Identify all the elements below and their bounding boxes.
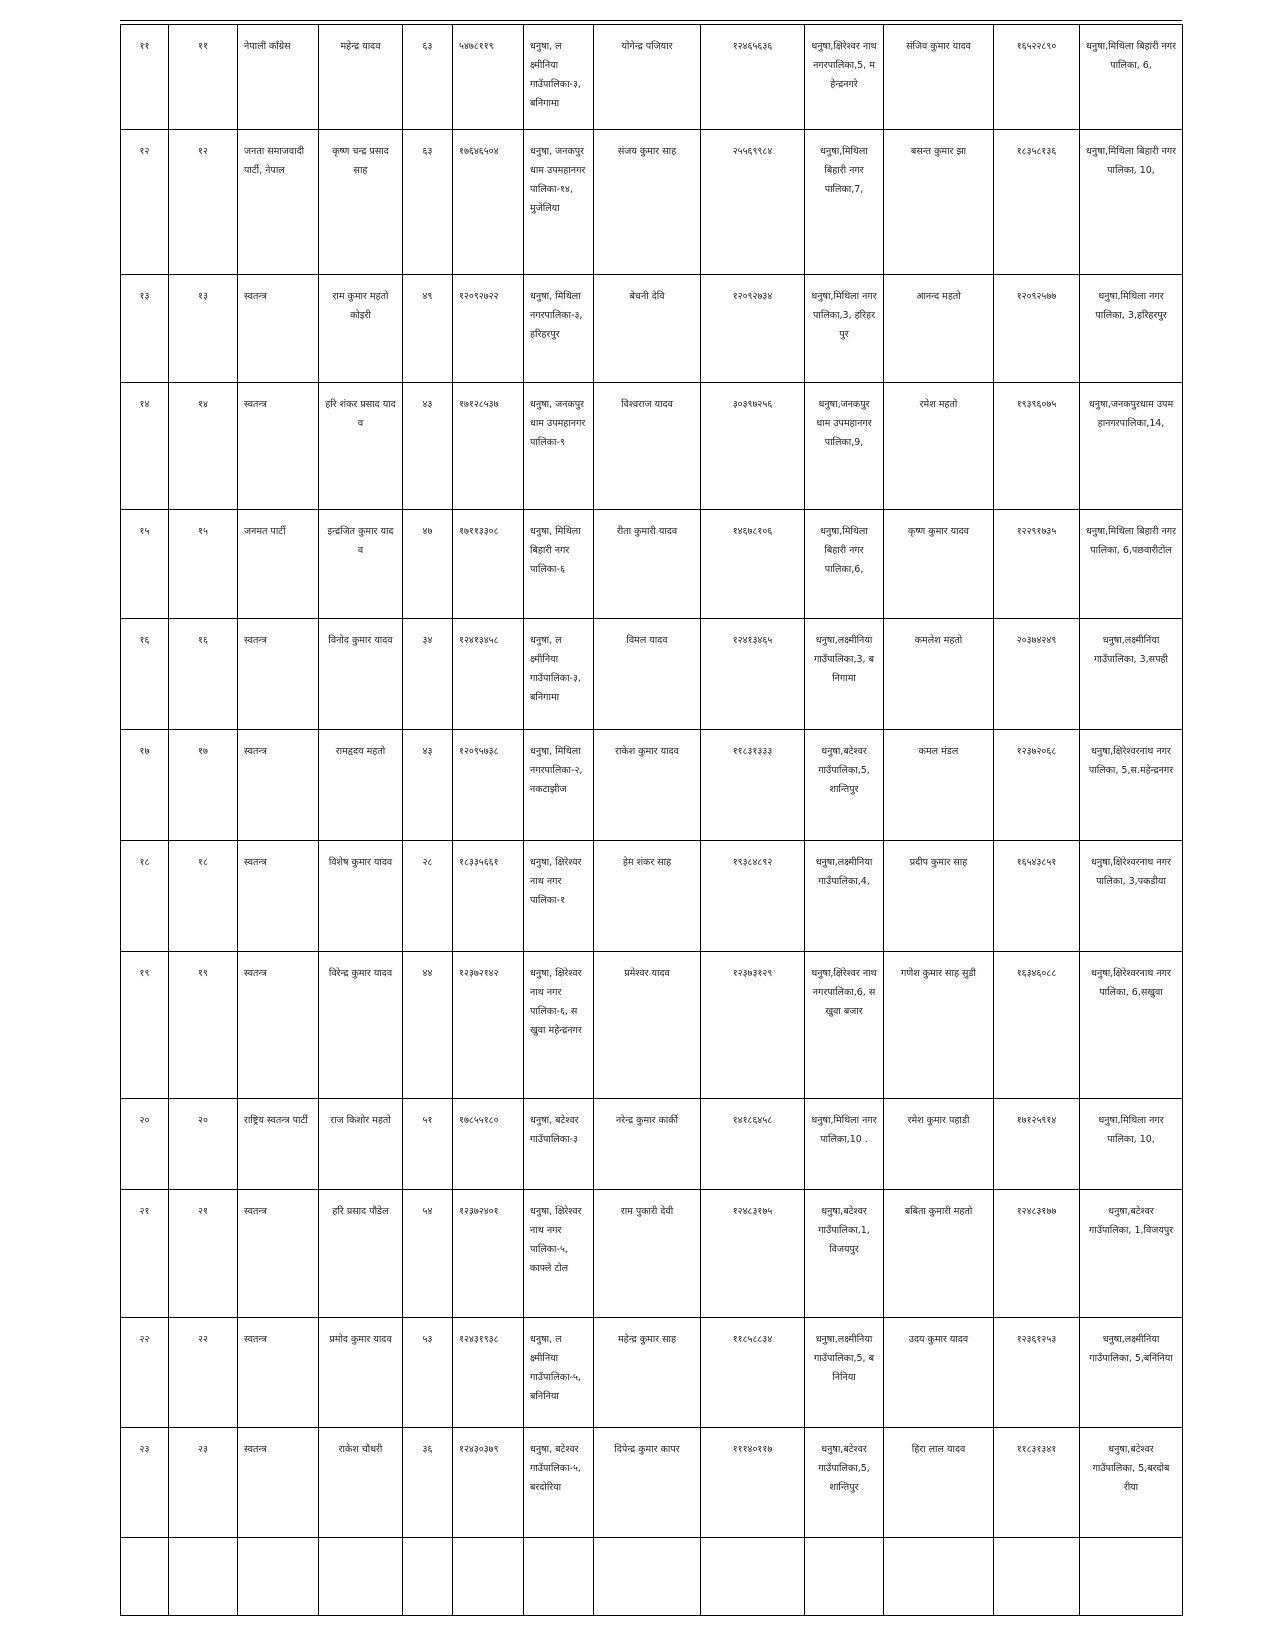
seconder-name: हिरा लाल यादव bbox=[884, 1428, 994, 1538]
proposer-name: विमल यादव bbox=[594, 619, 701, 730]
candidate-number: २२ bbox=[169, 1318, 238, 1428]
proposer-id: १२०९२७३४ bbox=[701, 275, 805, 383]
candidate-age: ४३ bbox=[403, 730, 453, 841]
candidate-id: ५४७८११९ bbox=[453, 25, 524, 130]
seconder-address: धनुषा,मिथिला बिहारी नगरपालिका, 10, bbox=[1080, 130, 1183, 275]
candidate-id: १२०९५७३८ bbox=[453, 730, 524, 841]
candidate-name: हरि प्रसाद पौडेल bbox=[319, 1190, 403, 1318]
serial-number: १७ bbox=[121, 730, 169, 841]
candidate-name: प्रमोद कुमार यादव bbox=[319, 1318, 403, 1428]
candidate-age: ५४ bbox=[403, 1190, 453, 1318]
proposer-id: १२४१३४६५ bbox=[701, 619, 805, 730]
candidate-number: १३ bbox=[169, 275, 238, 383]
table-row bbox=[121, 130, 1183, 275]
party-name: स्वतन्त्र bbox=[238, 1318, 319, 1428]
blank-cell bbox=[238, 1538, 319, 1616]
proposer-name: महेन्द्र कुमार साह bbox=[594, 1318, 701, 1428]
candidate-id: १७१२८५३७ bbox=[453, 383, 524, 510]
seconder-name: बबिता कुमारी महतो bbox=[884, 1190, 994, 1318]
table-row bbox=[121, 383, 1183, 510]
serial-number: २० bbox=[121, 1099, 169, 1190]
serial-number: २३ bbox=[121, 1428, 169, 1538]
seconder-id: १२०९२५७७ bbox=[994, 275, 1080, 383]
party-name: स्वतन्त्र bbox=[238, 730, 319, 841]
candidate-age: ६३ bbox=[403, 25, 453, 130]
proposer-id: ११८३१३३३ bbox=[701, 730, 805, 841]
blank-cell bbox=[169, 1538, 238, 1616]
party-name: स्वतन्त्र bbox=[238, 952, 319, 1099]
seconder-address: धनुषा,क्षिरेश्वरनाथ नगरपालिका, 3,पकडीया bbox=[1080, 841, 1183, 952]
candidate-age: ३६ bbox=[403, 1428, 453, 1538]
serial-number: १५ bbox=[121, 510, 169, 619]
candidate-table-sheet bbox=[120, 24, 1182, 1614]
candidate-number: २३ bbox=[169, 1428, 238, 1538]
proposer-id: ११८५८८३४ bbox=[701, 1318, 805, 1428]
proposer-name: हेम शंकर साह bbox=[594, 841, 701, 952]
proposer-name: राकेश कुमार यादव bbox=[594, 730, 701, 841]
party-name: स्वतन्त्र bbox=[238, 1190, 319, 1318]
candidate-address: धनुषा, क्षिरेश्वरनाथ नगरपालिका-६, सखुवा महेन्द्रनगर bbox=[524, 952, 594, 1099]
seconder-address: धनुषा,क्षिरेश्वरनाथ नगरपालिका, 6,सखुवा bbox=[1080, 952, 1183, 1099]
candidate-name: कृष्ण चन्द्र प्रसाद साह bbox=[319, 130, 403, 275]
proposer-id: १११४०११७ bbox=[701, 1428, 805, 1538]
proposer-name: विश्वराज यादव bbox=[594, 383, 701, 510]
candidate-name: राकेश चौधरी bbox=[319, 1428, 403, 1538]
blank-cell bbox=[701, 1538, 805, 1616]
serial-number: २२ bbox=[121, 1318, 169, 1428]
blank-cell bbox=[453, 1538, 524, 1616]
proposer-address: धनुषा,क्षिरेश्वर नाथ नगरपालिका,5, महेन्द्रनगरे bbox=[805, 25, 884, 130]
proposer-id: १२४६५६३६ bbox=[701, 25, 805, 130]
serial-number: १२ bbox=[121, 130, 169, 275]
candidate-name: राज किशोर महतो bbox=[319, 1099, 403, 1190]
seconder-address: धनुषा,बटेश्वर गाउँपालिका, 5,बरदोबरीया bbox=[1080, 1428, 1183, 1538]
candidate-age: ४३ bbox=[403, 383, 453, 510]
candidate-age: ४७ bbox=[403, 510, 453, 619]
proposer-address: धनुषा,बटेश्वर गाउँपालिका,5, शान्तिपुर bbox=[805, 730, 884, 841]
candidate-name: विरेन्द्र कुमार यादव bbox=[319, 952, 403, 1099]
seconder-name: उदय कुमार यादव bbox=[884, 1318, 994, 1428]
party-name: स्वतन्त्र bbox=[238, 841, 319, 952]
candidate-number: १५ bbox=[169, 510, 238, 619]
seconder-name: बसन्त कुमार झा bbox=[884, 130, 994, 275]
proposer-name: रीता कुमारी यादव bbox=[594, 510, 701, 619]
party-name: स्वतन्त्र bbox=[238, 1428, 319, 1538]
candidate-id: १२०९२७२२ bbox=[453, 275, 524, 383]
candidate-age: ५३ bbox=[403, 1318, 453, 1428]
seconder-id: १७१२५९१४ bbox=[994, 1099, 1080, 1190]
candidate-id: १२४३१९३८ bbox=[453, 1318, 524, 1428]
candidate-id: १७६४६५०४ bbox=[453, 130, 524, 275]
candidate-address: धनुषा, लक्ष्मीनिया गाउँपालिका-३, बनिगामा bbox=[524, 25, 594, 130]
blank-cell bbox=[994, 1538, 1080, 1616]
blank-cell bbox=[884, 1538, 994, 1616]
table-row bbox=[121, 1318, 1183, 1428]
seconder-id: ११८३१३४१ bbox=[994, 1428, 1080, 1538]
blank-cell bbox=[403, 1538, 453, 1616]
candidate-name: विशेष कुमार यादव bbox=[319, 841, 403, 952]
serial-number: २१ bbox=[121, 1190, 169, 1318]
seconder-name: कमलेश महतो bbox=[884, 619, 994, 730]
candidate-address: धनुषा, लक्ष्मीनिया गाउँपालिका-३, बनिगामा bbox=[524, 619, 594, 730]
candidate-name: रामहृदय महतो bbox=[319, 730, 403, 841]
candidate-address: धनुषा, मिथिला बिहारी नगरपालिका-६ bbox=[524, 510, 594, 619]
party-name: स्वतन्त्र bbox=[238, 619, 319, 730]
table-row bbox=[121, 1099, 1183, 1190]
seconder-name: रमेश कुमार पहाडी bbox=[884, 1099, 994, 1190]
proposer-id: १४१८६४५८ bbox=[701, 1099, 805, 1190]
seconder-name: प्रदीप कुमार साह bbox=[884, 841, 994, 952]
table-row bbox=[121, 619, 1183, 730]
seconder-id: २०३७४२४९ bbox=[994, 619, 1080, 730]
candidate-number: ११ bbox=[169, 25, 238, 130]
blank-cell bbox=[1080, 1538, 1183, 1616]
candidate-age: २८ bbox=[403, 841, 453, 952]
party-name: राष्ट्रिय स्वतन्त्र पार्टी bbox=[238, 1099, 319, 1190]
proposer-address: धनुषा,लक्ष्मीनिया गाउँपालिका,5, बनिनिया bbox=[805, 1318, 884, 1428]
party-name: स्वतन्त्र bbox=[238, 383, 319, 510]
proposer-address: धनुषा,बटेश्वर गाउँपालिका,1, विजयपुर bbox=[805, 1190, 884, 1318]
seconder-address: धनुषा,मिथिला नगरपालिका, 10, bbox=[1080, 1099, 1183, 1190]
proposer-address: धनुषा,मिथिला बिहारी नगरपालिका,6, bbox=[805, 510, 884, 619]
candidate-address: धनुषा, जनकपुरधाम उपमहानगरपालिका-१४, मुजेलिया bbox=[524, 130, 594, 275]
candidate-number: १२ bbox=[169, 130, 238, 275]
proposer-id: २५५६९९८४ bbox=[701, 130, 805, 275]
candidate-address: धनुषा, क्षिरेश्वरनाथ नगरपालिका-५, काफ्ले टोल bbox=[524, 1190, 594, 1318]
blank-cell bbox=[319, 1538, 403, 1616]
seconder-name: आनन्द महतो bbox=[884, 275, 994, 383]
proposer-name: दिपेन्द्र कुमार कापर bbox=[594, 1428, 701, 1538]
serial-number: १६ bbox=[121, 619, 169, 730]
proposer-name: योगेन्द्र पजियार bbox=[594, 25, 701, 130]
proposer-name: बेचनी देवि bbox=[594, 275, 701, 383]
seconder-address: धनुषा,लक्ष्मीनिया गाउँपालिका, 3,सपही bbox=[1080, 619, 1183, 730]
proposer-name: नरेन्द्र कुमार कार्की bbox=[594, 1099, 701, 1190]
seconder-address: धनुषा,जनकपुरधाम उपमहानगरपालिका,14, bbox=[1080, 383, 1183, 510]
candidate-number: १८ bbox=[169, 841, 238, 952]
proposer-address: धनुषा,मिथिला बिहारी नगरपालिका,7, bbox=[805, 130, 884, 275]
seconder-address: धनुषा,बटेश्वर गाउँपालिका, 1,विजयपुर bbox=[1080, 1190, 1183, 1318]
proposer-name: राम पुकारी देवी bbox=[594, 1190, 701, 1318]
serial-number: १८ bbox=[121, 841, 169, 952]
blank-cell bbox=[805, 1538, 884, 1616]
party-name: नेपाली काँग्रेस bbox=[238, 25, 319, 130]
candidate-address: धनुषा, जनकपुरधाम उपमहानगरपालिका-९ bbox=[524, 383, 594, 510]
proposer-address: धनुषा,बटेश्वर गाउँपालिका,5, शान्तिपुर bbox=[805, 1428, 884, 1538]
seconder-address: धनुषा,मिथिला बिहारी नगरपालिका, 6, bbox=[1080, 25, 1183, 130]
candidate-table bbox=[120, 24, 1183, 1616]
candidate-id: १७८५५१८० bbox=[453, 1099, 524, 1190]
table-row bbox=[121, 1428, 1183, 1538]
serial-number: १४ bbox=[121, 383, 169, 510]
candidate-address: धनुषा, मिथिला नगरपालिका-३, हरिहरपुर bbox=[524, 275, 594, 383]
seconder-name: कमल मंडल bbox=[884, 730, 994, 841]
seconder-address: धनुषा,लक्ष्मीनिया गाउँपालिका, 5,बनिनिया bbox=[1080, 1318, 1183, 1428]
blank-cell bbox=[524, 1538, 594, 1616]
candidate-address: धनुषा, बटेश्वर गाउँपालिका-३ bbox=[524, 1099, 594, 1190]
candidate-number: १६ bbox=[169, 619, 238, 730]
serial-number: १९ bbox=[121, 952, 169, 1099]
candidate-id: १२३७२४०१ bbox=[453, 1190, 524, 1318]
table-row bbox=[121, 952, 1183, 1099]
candidate-name: इन्द्रजित कुमार यादव bbox=[319, 510, 403, 619]
seconder-id: १२२९१७३५ bbox=[994, 510, 1080, 619]
candidate-age: ५१ bbox=[403, 1099, 453, 1190]
blank-row bbox=[121, 1538, 1183, 1616]
candidate-age: ४४ bbox=[403, 952, 453, 1099]
candidate-number: २० bbox=[169, 1099, 238, 1190]
candidate-number: १७ bbox=[169, 730, 238, 841]
candidate-name: विनोद कुमार यादव bbox=[319, 619, 403, 730]
seconder-id: १२४८३१७७ bbox=[994, 1190, 1080, 1318]
candidate-address: धनुषा, मिथिला नगरपालिका-२, नकटाझीज bbox=[524, 730, 594, 841]
candidate-address: धनुषा, क्षिरेश्वरनाथ नगरपालिका-१ bbox=[524, 841, 594, 952]
table-row bbox=[121, 25, 1183, 130]
table-row bbox=[121, 275, 1183, 383]
proposer-name: प्रमेश्वर यादव bbox=[594, 952, 701, 1099]
seconder-id: १९३९६०७५ bbox=[994, 383, 1080, 510]
candidate-name: हरि शंकर प्रसाद यादव bbox=[319, 383, 403, 510]
candidate-age: ३४ bbox=[403, 619, 453, 730]
blank-cell bbox=[121, 1538, 169, 1616]
seconder-address: धनुषा,क्षिरेश्वरनाथ नगरपालिका, 5,स.महेन्द्रनगर bbox=[1080, 730, 1183, 841]
seconder-address: धनुषा,मिथिला नगरपालिका, 3,हरिहरपुर bbox=[1080, 275, 1183, 383]
candidate-address: धनुषा, बटेश्वर गाउँपालिका-५, बरदोरिया bbox=[524, 1428, 594, 1538]
proposer-address: धनुषा,मिथिला नगरपालिका,3, हरिहरपुर bbox=[805, 275, 884, 383]
proposer-address: धनुषा,मिथिला नगरपालिका,10 . bbox=[805, 1099, 884, 1190]
table-row bbox=[121, 510, 1183, 619]
proposer-address: धनुषा,लक्ष्मीनिया गाउँपालिका,3, बनिगामा bbox=[805, 619, 884, 730]
seconder-name: कृष्ण कुमार यादव bbox=[884, 510, 994, 619]
candidate-id: १२३७२१४२ bbox=[453, 952, 524, 1099]
candidate-address: धनुषा, लक्ष्मीनिया गाउँपालिका-५, बनिनिया bbox=[524, 1318, 594, 1428]
party-name: स्वतन्त्र bbox=[238, 275, 319, 383]
proposer-address: धनुषा,लक्ष्मीनिया गाउँपालिका,4, bbox=[805, 841, 884, 952]
serial-number: १३ bbox=[121, 275, 169, 383]
proposer-id: ३०३९७२५६ bbox=[701, 383, 805, 510]
proposer-address: धनुषा,क्षिरेश्वर नाथ नगरपालिका,6, सखुवा बजार bbox=[805, 952, 884, 1099]
candidate-id: १७११३३०८ bbox=[453, 510, 524, 619]
seconder-name: संजिव कुमार यादव bbox=[884, 25, 994, 130]
seconder-id: १६५४३८५१ bbox=[994, 841, 1080, 952]
seconder-id: १२३७२०६८ bbox=[994, 730, 1080, 841]
proposer-id: १२४८३१७५ bbox=[701, 1190, 805, 1318]
candidate-name: राम कुमार महतो कोइरी bbox=[319, 275, 403, 383]
table-row bbox=[121, 841, 1183, 952]
proposer-address: धनुषा,जनकपुर धाम उपमहानगरपालिका,9, bbox=[805, 383, 884, 510]
party-name: जनता समाजवादी पार्टी, नेपाल bbox=[238, 130, 319, 275]
candidate-id: १८३३५६६१ bbox=[453, 841, 524, 952]
seconder-name: रमेश महतो bbox=[884, 383, 994, 510]
candidate-id: १२४१३४५८ bbox=[453, 619, 524, 730]
candidate-id: १२४३०३७९ bbox=[453, 1428, 524, 1538]
top-rule bbox=[120, 20, 1182, 21]
seconder-address: धनुषा,मिथिला बिहारी नगरपालिका, 6,पछवारीटोल bbox=[1080, 510, 1183, 619]
serial-number: ११ bbox=[121, 25, 169, 130]
candidate-number: २१ bbox=[169, 1190, 238, 1318]
candidate-number: १४ bbox=[169, 383, 238, 510]
seconder-name: गणेश कुमार साह सुडी bbox=[884, 952, 994, 1099]
candidate-age: ६३ bbox=[403, 130, 453, 275]
seconder-id: १८३५८१३६ bbox=[994, 130, 1080, 275]
blank-cell bbox=[594, 1538, 701, 1616]
seconder-id: १२३६१२५३ bbox=[994, 1318, 1080, 1428]
party-name: जनमत पार्टी bbox=[238, 510, 319, 619]
table-row bbox=[121, 1190, 1183, 1318]
candidate-name: महेन्द्र यादव bbox=[319, 25, 403, 130]
table-row bbox=[121, 730, 1183, 841]
proposer-name: संजय कुमार साह bbox=[594, 130, 701, 275]
seconder-id: १६५२२८९० bbox=[994, 25, 1080, 130]
proposer-id: १२३७३१२९ bbox=[701, 952, 805, 1099]
proposer-id: १९३८४८९२ bbox=[701, 841, 805, 952]
proposer-id: १४६७८१०६ bbox=[701, 510, 805, 619]
candidate-age: ४९ bbox=[403, 275, 453, 383]
seconder-id: १६३४६०८८ bbox=[994, 952, 1080, 1099]
candidate-number: १९ bbox=[169, 952, 238, 1099]
